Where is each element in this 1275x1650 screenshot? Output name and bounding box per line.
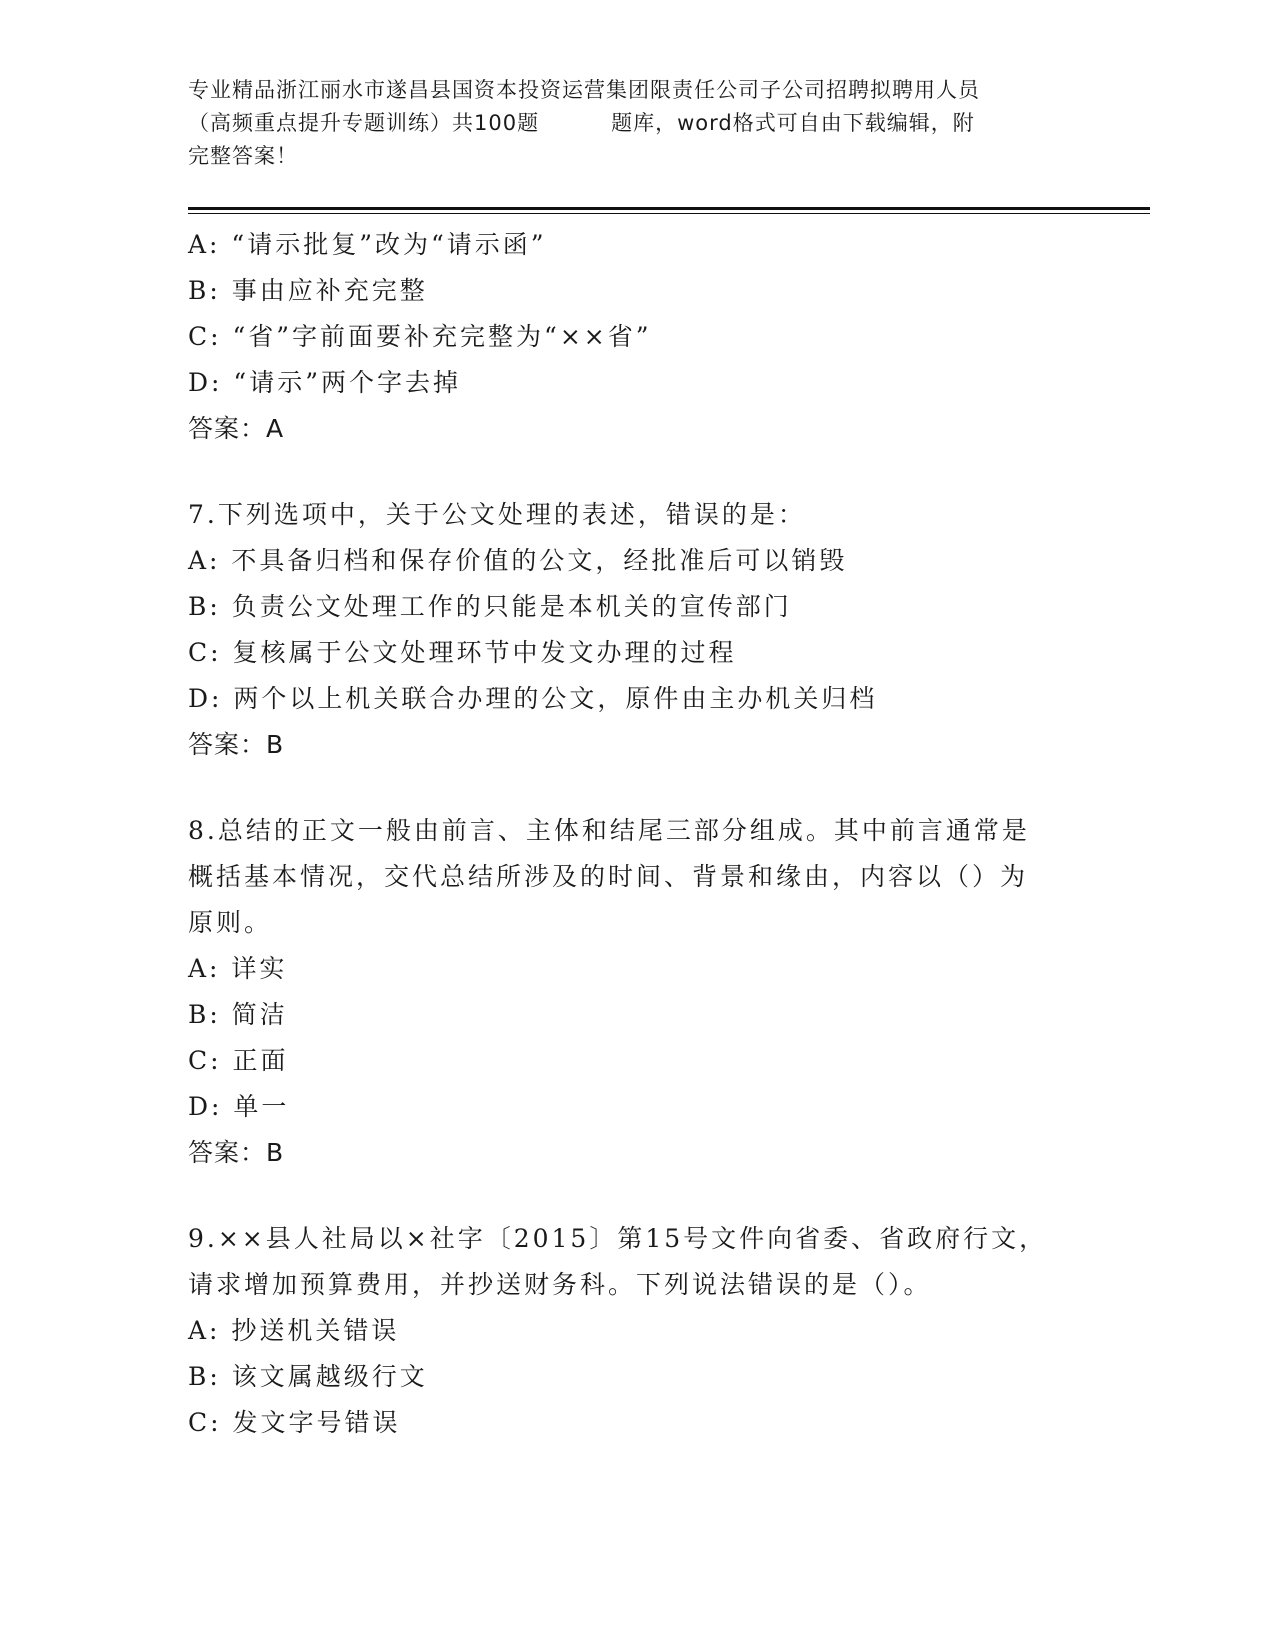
question-stem-line-1: 8.总结的正文一般由前言、主体和结尾三部分组成。其中前言通常是 <box>188 816 1030 845</box>
header-divider-thick <box>188 207 1150 210</box>
option-c: C: “省”字前面要补充完整为“××省” <box>188 322 652 351</box>
question-stem-line-2: 请求增加预算费用，并抄送财务科。下列说法错误的是（）。 <box>188 1270 932 1299</box>
option-c: C: 正面 <box>188 1046 289 1075</box>
header-divider-thin <box>188 213 1150 214</box>
question-spacer <box>188 768 1088 808</box>
answer: 答案：B <box>188 730 285 759</box>
option-d: D: “请示”两个字去掉 <box>188 368 461 397</box>
question-stem-line-1: 9.××县人社局以×社字〔2015〕第15号文件向省委、省政府行文， <box>188 1224 1048 1253</box>
option-d: D: 单一 <box>188 1092 290 1121</box>
header-line-3: 完整答案！ <box>188 144 298 168</box>
option-a: A: 不具备归档和保存价值的公文，经批准后可以销毁 <box>188 546 848 575</box>
option-d: D: 两个以上机关联合办理的公文，原件由主办机关归档 <box>188 684 878 713</box>
option-a: A: 抄送机关错误 <box>188 1316 400 1345</box>
option-b: B: 简洁 <box>188 1000 288 1029</box>
question-spacer <box>188 1176 1088 1216</box>
option-b: B: 该文属越级行文 <box>188 1362 428 1391</box>
option-c: C: 发文字号错误 <box>188 1408 401 1437</box>
option-c: C: 复核属于公文处理环节中发文办理的过程 <box>188 638 737 667</box>
header-line-1: 专业精品浙江丽水市遂昌县国资本投资运营集团限责任公司子公司招聘拟聘用人员 <box>188 78 980 102</box>
question-7 <box>188 492 1088 768</box>
option-a: A: “请示批复”改为“请示函” <box>188 230 547 259</box>
question-stem: 7.下列选项中，关于公文处理的表述，错误的是： <box>188 500 806 529</box>
document-content <box>188 222 1088 1446</box>
header-line-2-part-1: （高频重点提升专题训练）共100题 <box>188 111 540 135</box>
header-line-2 <box>188 107 1088 140</box>
answer: 答案：B <box>188 1138 285 1167</box>
answer: 答案：A <box>188 414 285 443</box>
question-stem-line-2: 概括基本情况，交代总结所涉及的时间、背景和缘由，内容以（）为 <box>188 862 1029 891</box>
option-b: B: 负责公文处理工作的只能是本机关的宣传部门 <box>188 592 792 621</box>
question-spacer <box>188 452 1088 492</box>
document-header <box>188 74 1088 173</box>
question-8 <box>188 808 1088 1176</box>
question-9 <box>188 1216 1088 1446</box>
option-b: B: 事由应补充完整 <box>188 276 428 305</box>
question-stem-line-3: 原则。 <box>188 908 273 937</box>
header-line-2-part-2: 题库，word格式可自由下载编辑，附 <box>611 111 975 135</box>
option-a: A: 详实 <box>188 954 288 983</box>
question-6 <box>188 222 1088 452</box>
